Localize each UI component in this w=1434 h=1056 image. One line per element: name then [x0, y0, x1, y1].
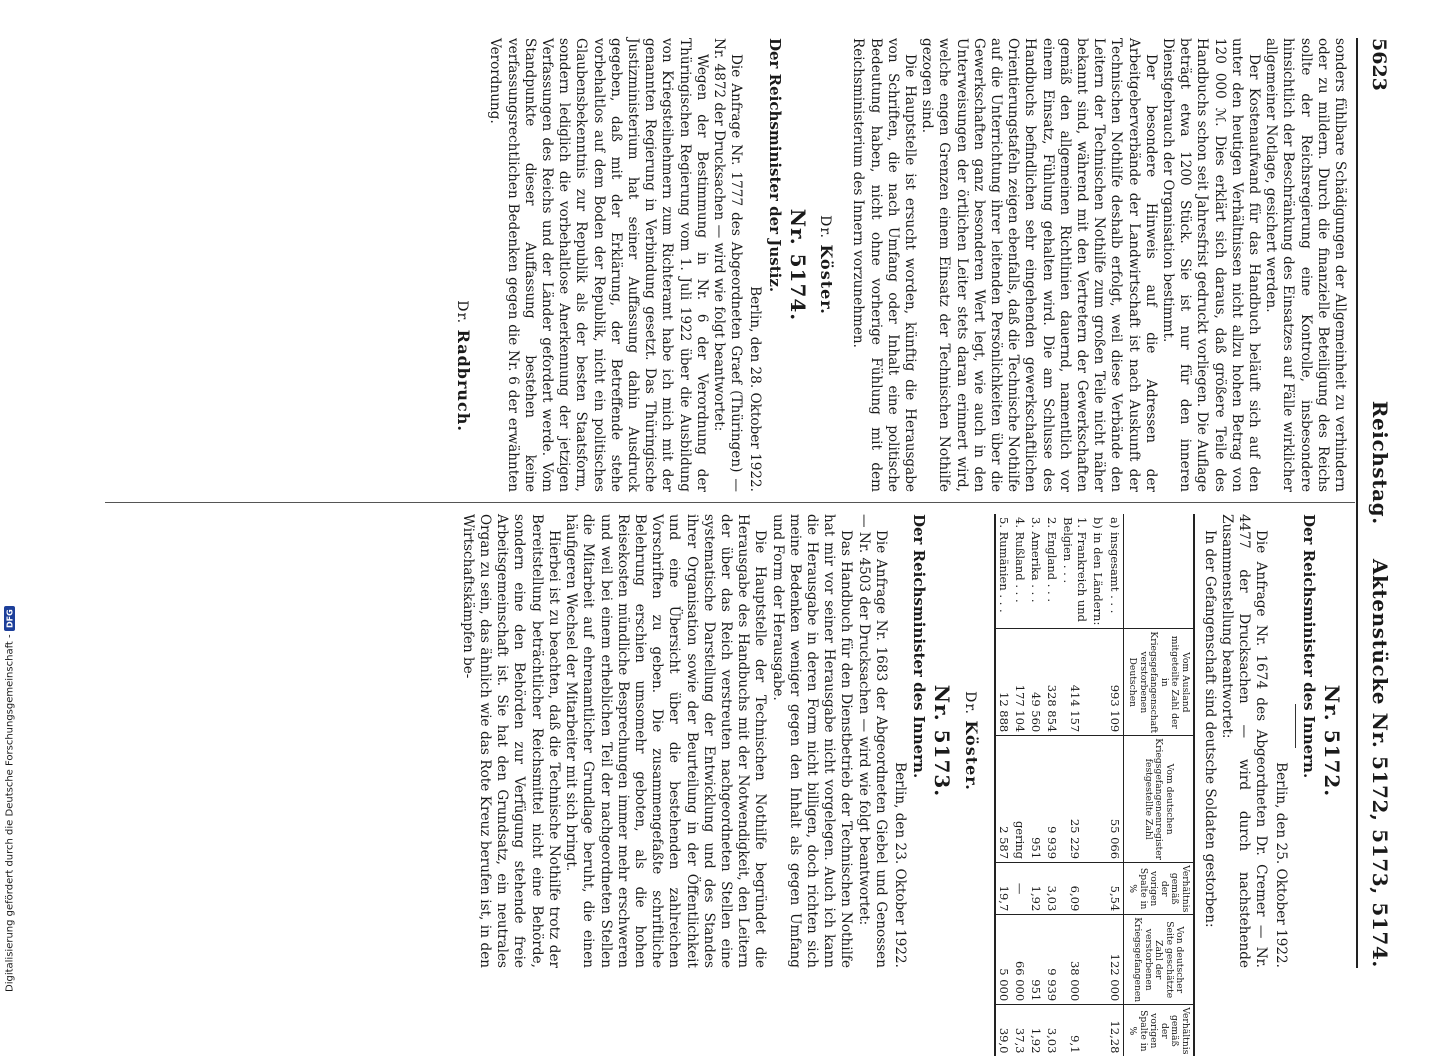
table-cell: 2. England . . .: [1044, 517, 1059, 603]
section-number-5172: Nr. 5172.: [1320, 684, 1344, 798]
table-cell: [1090, 736, 1107, 863]
table-cell: [1090, 915, 1107, 1005]
table-cell: 951: [1028, 915, 1044, 1005]
table-header-cell: [1123, 514, 1194, 629]
table-cell: —: [1012, 863, 1028, 915]
date-5172: Berlin, den 25. Oktober 1922.: [1272, 762, 1289, 968]
signature-name: Radbruch.: [454, 329, 474, 432]
paragraph: In der Gefangenschaft sind deutsche Soldaten gestorben:: [1201, 530, 1218, 928]
table-cell: 177 104: [1012, 629, 1028, 736]
table-cell: gering: [1012, 736, 1028, 863]
table-cell: 19,7: [995, 863, 1012, 915]
table-cell: [1090, 1005, 1107, 1056]
table-cell: 1. Frankreich und Belgien . . .: [1060, 517, 1089, 622]
table-cell: 37,3: [1012, 1005, 1028, 1056]
table-cell: 3,03: [1044, 1005, 1060, 1056]
short-rule: [1295, 704, 1296, 748]
table-cell: [1090, 629, 1107, 736]
signature-5174: [453, 38, 472, 432]
page-number: 5623: [1368, 38, 1390, 91]
table-row: [1044, 514, 1060, 1056]
table-header-cell: Von deutscher Seite geschätzte Zahl der verstorbenen Kriegsgefangenen: [1123, 915, 1194, 1005]
table-cell: 25 229: [1060, 736, 1090, 863]
dfg-logo: DFG: [5, 606, 16, 631]
table-cell: 3,03: [1044, 863, 1060, 915]
authority-5172: Der Reichsminister des Innern.: [1299, 514, 1318, 779]
signature-prefix: Dr.: [961, 691, 978, 716]
paragraph: Die Anfrage Nr. 1674 des Abgeordneten Dr. Cremer — Nr. 4477 der Drucksachen — wird durch nachstehende Zusammenstellung beantwortet:: [1218, 514, 1270, 968]
paragraph: Die Hauptstelle der Technischen Nothilfe begründet die Herausgabe des Handbuchs mit der Notwendigkeit, den Leitern der über das Reich verstreuten nachgeordneten Stellen eine systematische Darstellung der Entwicklung und des Standes ihrer Organisation sowie der Beurteilung in der Öffentlichkeit und eine Übersicht über die bestehenden zahlreichen Vorschriften zu geben. Die zusammengefaßte schriftliche Belehrung erschien umsomehr geboten, als die hohen Reisekosten mündliche Besprechungen immer mehr erschweren und weil bei einem erheblichen Teil der nachgeordneten Stellen die Mitarbeit auf ehrenamtlicher Grundlage beruht, die einen häufigeren Wechsel der Mitarbeiter mit sich bringt.: [563, 514, 769, 968]
signature-5173: [816, 38, 835, 492]
table-header-cell: Vom Ausland mitgeteilte Zahl der in Kriegsgefangenschaft verstorbenen Deutschen: [1123, 629, 1194, 736]
table-cell: 38 000: [1060, 915, 1090, 1005]
table-cell: 9 939: [1044, 736, 1060, 863]
paragraph: Die Hauptstelle ist ersucht worden, künftig die Herausgabe von Schriften, die nach Umfang oder Inhalt eine politische Bedeutung haben, nicht ohne vorherige Fühlung mit dem Reichsministerium des Innern vorzunehmen.: [850, 38, 918, 492]
table-header-row: [1123, 514, 1194, 1056]
table-cell: 993 109: [1107, 629, 1124, 736]
funding-note: [2, 606, 18, 996]
signature-5172: [960, 514, 979, 968]
signature-prefix: Dr.: [817, 215, 834, 240]
running-title: [1368, 400, 1392, 968]
section-number-5174: Nr. 5174.: [785, 208, 810, 322]
table-header-cell: Verhältnis gemäß der vorigen Spalte in %: [1123, 1005, 1194, 1056]
funding-note-text: Digitalisierung gefördert durch die Deutsche Forschungsgemeinschaft -: [4, 634, 16, 993]
table-cell: 55 066: [1107, 736, 1124, 863]
signature-name: Köster.: [961, 720, 981, 791]
table-cell: 12,28: [1107, 1005, 1124, 1056]
date-5173: Berlin, den 23. Oktober 1922.: [891, 762, 908, 968]
running-title-documents: Aktenstücke Nr. 5172, 5173, 5174.: [1368, 558, 1392, 968]
paragraph: Der besondere Hinweis auf die Adressen der Arbeitgeberverbände der Landwirtschaft ist nach Auskunft der Technischen Nothilfe deshalb erfolgt, weil diese Verbände den Leitern der Technischen Nothilfe zum großen Teile nicht näher bekannt sind, während mit den Vertretern der Gewerkschaften gemäß den allgemeinen Richtlinien dauernd, namentlich vor einem Einsatz, Fühlung gehalten wird. Die am Schlusse des Handbuchs befindlichen sehr eingehenden gewerkschaftlichen Orientierungstafeln zeigen ebenfalls, daß die Technische Nothilfe auf die Unterrichtung ihrer leitenden Persönlichkeiten über die Gewerkschaften ganz besonderen Wert legt, wie auch in den Unterweisungen der örtlichen Leiter stets daran erinnert wird, welche engen Grenzen einem Einsatz der Technischen Nothilfe gezogen sind.: [919, 38, 1159, 492]
authority-5173: Der Reichsminister des Innern.: [910, 514, 929, 779]
table-cell: 3. Amerika . . .: [1028, 517, 1043, 603]
table-cell: 66 000: [1012, 915, 1028, 1005]
signature-name: Köster.: [817, 244, 837, 315]
table-row: [1012, 514, 1028, 1056]
table-cell: 2 587: [995, 736, 1012, 863]
statistics-table: [994, 514, 1195, 1056]
signature-prefix: Dr.: [454, 300, 471, 325]
date-5174: Berlin, den 28. Oktober 1922.: [747, 286, 764, 492]
running-header: [1362, 38, 1392, 968]
table-cell: 5 000: [995, 915, 1012, 1005]
table-cell: 39,0: [995, 1005, 1012, 1056]
paragraph: Das Handbuch für den Dienstbetrieb der Technischen Nothilfe hat mir vor seiner Herausgabe nicht vorgelegen. Auch ich kann die Herausgabe in deren Form nicht billigen, doch richten sich meine Bedenken weniger gegen den Inhalt als gegen Umfang und Form der Herausgabe.: [769, 514, 855, 968]
table-row: [1060, 514, 1090, 1056]
table-row: [1107, 514, 1124, 1056]
running-title-reichstag: Reichstag.: [1368, 400, 1392, 525]
column-left: [459, 514, 1348, 1055]
table-cell: 122 000: [1107, 915, 1124, 1005]
table-cell: 9,1: [1060, 1005, 1090, 1056]
table-cell: 1,92: [1028, 863, 1044, 915]
table-cell: 414 157: [1060, 629, 1090, 736]
table-cell: 6,09: [1060, 863, 1090, 915]
table-cell: 328 854: [1044, 629, 1060, 736]
authority-5174: Der Reichsminister der Justiz.: [765, 38, 784, 293]
section-number-5173: Nr. 5173.: [930, 684, 955, 798]
table-cell: 4. Rußland . . .: [1012, 517, 1027, 603]
document-page: [98, 38, 1392, 1055]
table-cell: a) insgesamt . . .: [1107, 517, 1122, 614]
table-cell: 951: [1028, 736, 1044, 863]
table-cell: [1090, 863, 1107, 915]
column-right: [443, 38, 1348, 492]
table-cell: 5. Rumänien . . .: [996, 517, 1011, 613]
table-cell: 12 888: [995, 629, 1012, 736]
paragraph: Hierbei ist zu beachten, daß die Technische Nothilfe trotz der Bereitstellung beträchtlicher Reichsmittel nicht eine Behörde, sondern eine den Behörden zur Verfügung stehende freie Arbeitsgemeinschaft ist. Sie hat den Grundsatz, ein neutrales Organ zu sein, das ähnlich wie das Rote Kreuz berufen ist, in den Wirtschaftskämpfen be-: [459, 514, 562, 968]
table-cell: b) in den Ländern:: [1090, 517, 1105, 626]
table-cell: 1,92: [1028, 1005, 1044, 1056]
paragraph: Die Anfrage Nr. 1777 des Abgeordneten Graef (Thüringen) — Nr. 4872 der Drucksachen — wird wie folgt beantwortet:: [711, 38, 745, 492]
table-row: [1090, 514, 1107, 1056]
table-cell: 49 560: [1028, 629, 1044, 736]
paragraph: Die Anfrage Nr. 1683 der Abgeordneten Giebel und Genossen — Nr. 4503 der Drucksachen — wird wie folgt beantwortet:: [855, 514, 889, 968]
paragraph: Der Kostenaufwand für das Handbuch beläuft sich auf den unter den heutigen Verhältnissen nicht allzu hohen Betrag von 120 000 ℳ. Dies erklärt sich daraus, daß größere Teile des Handbuchs schon seit Jahresfrist gedruckt vorliegen. Die Auflage beträgt etwa 1200 Stück. Sie ist nur für den inneren Dienstgebrauch der Organisation bestimmt.: [1159, 38, 1262, 492]
table-row: [1028, 514, 1044, 1056]
table-row: [995, 514, 1012, 1056]
column-divider: [105, 502, 1355, 503]
table-cell: 5,54: [1107, 863, 1124, 915]
paragraph: Wegen der Bestimmung in Nr. 6 der Verordnung der Thüringischen Regierung vom 1. Juli 1922 über die Ausbildung von Kriegsteilnehmern zum Richteramt habe ich mich mit der genannten Regierung in Verbindung gesetzt. Das Thüringische Justizministerium hat seiner Auffassung dahin Ausdruck gegeben, daß mit der Erklärung, der Betreffende stehe vorbehaltlos auf dem Boden der Republik, nicht ein politisches Glaubensbekenntnis zur Republik als der besten Staatsform, sondern lediglich die vorbehaltlose Anerkennung der jetzigen Verfassungen des Reichs und der Länder gefordert werde. Vom Standpunkte dieser Auffassung bestehen keine verfassungsrechtlichen Bedenken gegen die Nr. 6 der erwähnten Verordnung.: [487, 38, 710, 492]
table-header-cell: Vom deutschen Kriegsgefangenenregister festgestellte Zahl: [1123, 736, 1194, 863]
paragraph: sonders fühlbare Schädigungen der Allgemeinheit zu verhindern oder zu mildern. Durch die finanzielle Beteiligung des Reichs sollte der Reichsregierung eine Kontrolle, insbesondere hinsichtlich der Beschränkung des Einsatzes auf Fälle wirklicher allgemeiner Notlage, gesichert werden.: [1263, 38, 1348, 492]
table-cell: 9 939: [1044, 915, 1060, 1005]
table-header-cell: Verhältnis gemäß der vorigen Spalte in %: [1123, 863, 1194, 915]
header-rule: [1356, 38, 1358, 968]
